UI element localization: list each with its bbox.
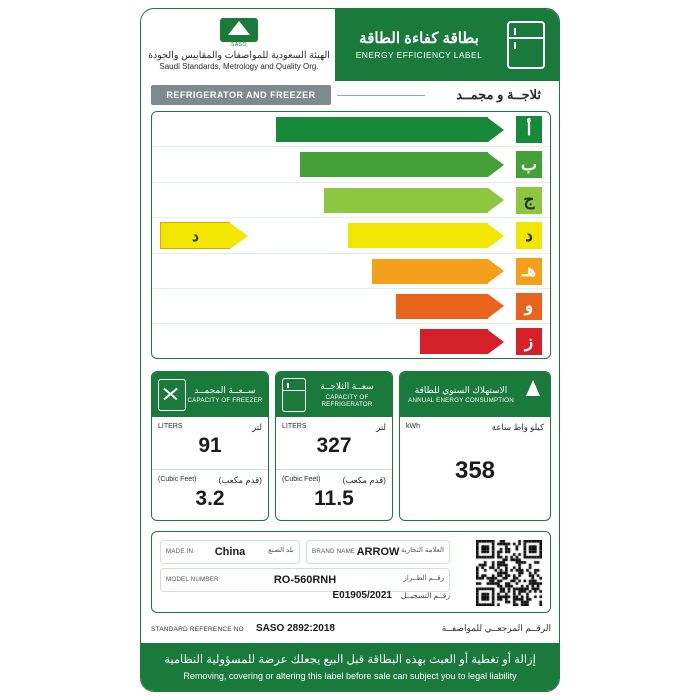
scale-row bbox=[152, 112, 550, 147]
qr-code bbox=[476, 540, 542, 606]
scale-row bbox=[152, 324, 550, 359]
energy-title-ar: الاستهلاك السنوي للطاقة bbox=[414, 384, 508, 395]
scale-row bbox=[152, 289, 550, 324]
scale-row bbox=[152, 218, 550, 253]
scale-bar bbox=[300, 152, 504, 177]
grade-letter: ج bbox=[516, 187, 542, 214]
scale-bar bbox=[396, 294, 504, 319]
refrigerator-icon bbox=[507, 21, 545, 69]
footer-text-en: Removing, covering or altering this label before sale can subject you to legal liability bbox=[183, 670, 517, 681]
scale-bar bbox=[348, 223, 504, 248]
standard-reference-row bbox=[151, 621, 551, 641]
label-title-ar: بطاقة كفاءة الطاقة bbox=[359, 30, 479, 47]
refrigerator-title-en: CAPACITY OF REFRIGERATOR bbox=[321, 393, 373, 408]
model-label-ar: رقــم الطــراز bbox=[403, 575, 444, 582]
freezer-capacity-box bbox=[151, 371, 269, 521]
scale-bar bbox=[372, 259, 504, 284]
organization-name-en: Saudi Standards, Metrology and Quality Org. bbox=[159, 62, 319, 72]
registration-label-ar: رقــم التسجيــل bbox=[400, 591, 450, 600]
freezer-cubicfeet-value: 3.2 bbox=[195, 486, 225, 510]
freezer-cubicfeet-unit-ar: (قدم مكعب) bbox=[218, 474, 262, 485]
saso-logo-icon bbox=[212, 18, 266, 48]
freezer-cubicfeet-row bbox=[152, 469, 268, 520]
refrigerator-liters-row bbox=[276, 417, 392, 468]
product-type-label-en: REFRIGERATOR AND FREEZER bbox=[151, 85, 331, 105]
refrigerator-icon bbox=[282, 378, 306, 412]
freezer-liters-value: 91 bbox=[198, 434, 222, 458]
product-info-box bbox=[151, 531, 551, 613]
saso-logo-text: SASO bbox=[231, 41, 247, 48]
scale-bar bbox=[420, 329, 504, 354]
brand-label-en: BRAND NAME bbox=[312, 548, 356, 555]
grade-letter: هـ bbox=[516, 258, 542, 285]
refrigerator-title-ar: سعــة الثلاجــة bbox=[320, 381, 374, 392]
freezer-liters-unit-en: LITERS bbox=[158, 423, 183, 431]
standard-label-ar: الرقــم المرجعــي للمواصفــة bbox=[441, 623, 551, 633]
made-in-label-en: MADE IN bbox=[166, 548, 194, 555]
grade-letter: و bbox=[516, 293, 542, 320]
refrigerator-cubicfeet-unit-en: (Cubic Feet) bbox=[282, 475, 321, 483]
scale-row bbox=[152, 147, 550, 182]
efficiency-scale bbox=[151, 111, 551, 359]
refrigerator-cubicfeet-row bbox=[276, 469, 392, 520]
freezer-liters-row bbox=[152, 417, 268, 468]
energy-efficiency-label bbox=[140, 8, 560, 692]
made-in-label-ar: بلد الصنع bbox=[268, 547, 294, 554]
energy-value: 358 bbox=[454, 457, 496, 485]
label-header bbox=[141, 9, 559, 81]
selected-grade-marker: د bbox=[160, 222, 248, 249]
brand-field bbox=[306, 540, 450, 564]
refrigerator-cubicfeet-value: 11.5 bbox=[314, 486, 354, 510]
legal-footer bbox=[141, 643, 559, 691]
grade-letter: أ bbox=[516, 116, 542, 143]
refrigerator-liters-unit-en: LITERS bbox=[282, 423, 307, 431]
registration-line bbox=[160, 588, 450, 608]
made-in-field bbox=[160, 540, 300, 564]
energy-unit-en: kWh bbox=[406, 423, 420, 431]
refrigerator-liters-unit-ar: لتر bbox=[376, 422, 386, 433]
product-type-label-ar: ثلاجــة و مجمــد bbox=[456, 87, 541, 102]
product-type-bar bbox=[151, 85, 551, 105]
freezer-title-ar: ســعــة المجمــد bbox=[194, 384, 256, 395]
energy-value-row bbox=[400, 417, 550, 520]
grade-letter: ز bbox=[516, 328, 542, 355]
brand-label-ar: العلامة التجارية bbox=[400, 547, 444, 554]
standard-value: SASO 2892:2018 bbox=[256, 623, 335, 634]
scale-row bbox=[152, 183, 550, 218]
refrigerator-liters-value: 327 bbox=[316, 434, 352, 458]
freezer-icon bbox=[158, 379, 186, 411]
freezer-liters-unit-ar: لتر bbox=[252, 422, 262, 433]
metrics-row bbox=[151, 371, 551, 521]
energy-unit-ar: كيلو واط ساعة bbox=[491, 422, 544, 433]
annual-energy-box bbox=[399, 371, 551, 521]
brand-value: ARROW bbox=[356, 546, 400, 558]
label-title-block bbox=[335, 9, 559, 81]
label-title-en: ENERGY EFFICIENCY LABEL bbox=[355, 50, 483, 60]
scale-bar bbox=[276, 117, 504, 142]
model-label-en: MODEL NUMBER bbox=[166, 576, 219, 583]
standard-label-en: STANDARD REFERENCE NO bbox=[151, 626, 244, 633]
divider bbox=[337, 95, 425, 96]
registration-value: E01905/2021 bbox=[332, 590, 392, 601]
footer-text-ar: إزالة أو تغطية أو العبث بهذه البطاقة قبل البيع يجعلك عرضة للمسؤولية النظامية bbox=[164, 654, 536, 667]
model-value: RO-560RNH bbox=[273, 574, 337, 586]
grade-letter: د bbox=[516, 222, 542, 249]
made-in-value: China bbox=[214, 546, 246, 558]
organization-name-ar: الهيئة السعودية للمواصفات والمقاييس والجودة bbox=[148, 49, 330, 61]
authority-block bbox=[141, 9, 337, 81]
scale-row bbox=[152, 254, 550, 289]
freezer-title-en: CAPACITY OF FREEZER bbox=[187, 397, 263, 405]
refrigerator-capacity-box bbox=[275, 371, 393, 521]
energy-title-en: ANNUAL ENERGY CONSUMPTION bbox=[408, 397, 514, 405]
scale-bar bbox=[324, 188, 504, 213]
refrigerator-cubicfeet-unit-ar: (قدم مكعب) bbox=[342, 474, 386, 485]
grade-letter: ب bbox=[516, 151, 542, 178]
lightning-bolt-icon bbox=[520, 378, 546, 412]
freezer-cubicfeet-unit-en: (Cubic Feet) bbox=[158, 475, 197, 483]
